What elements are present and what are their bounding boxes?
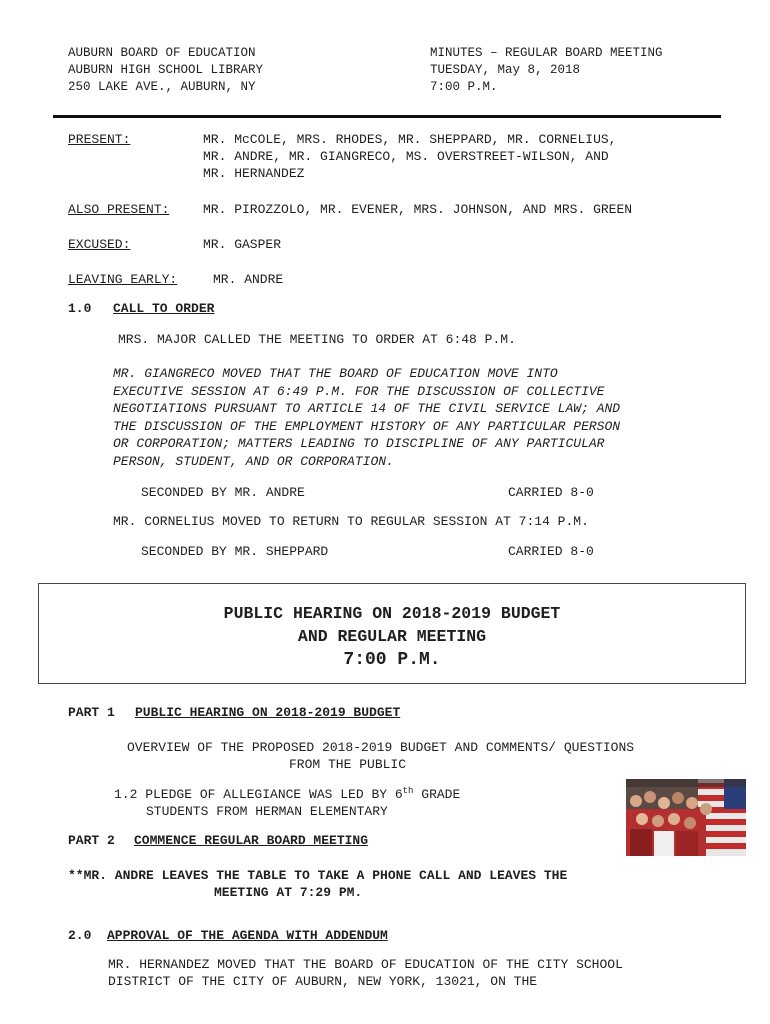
andre-note-line-2: MEETING AT 7:29 PM.: [214, 885, 363, 900]
pledge-ordinal-suffix: th: [402, 786, 414, 796]
public-hearing-box: [38, 583, 746, 684]
header-left-line-3: 250 LAKE AVE., AUBURN, NY: [68, 80, 256, 94]
section-1-number: 1.0: [68, 301, 92, 316]
overview-line-2: FROM THE PUBLIC: [289, 757, 407, 772]
header-divider: [53, 115, 721, 118]
section-2-number: 2.0: [68, 928, 92, 943]
leaving-early-label: LEAVING EARLY:: [68, 272, 178, 287]
agenda-motion-line-2: DISTRICT OF THE CITY OF AUBURN, NEW YORK, 13021, ON THE: [108, 974, 538, 989]
box-line-2: AND REGULAR MEETING: [297, 627, 487, 646]
header-left-line-1: AUBURN BOARD OF EDUCATION: [68, 46, 256, 60]
exec-motion-line-1: MR. GIANGRECO MOVED THAT THE BOARD OF EDUCATION MOVE INTO: [113, 366, 558, 381]
exec-motion-line-5: OR CORPORATION; MATTERS LEADING TO DISCIPLINE OF ANY PARTICULAR: [113, 436, 605, 451]
header-right-line-1: MINUTES – REGULAR BOARD MEETING: [430, 46, 663, 60]
excused-label: EXCUSED:: [68, 237, 131, 252]
box-line-3: 7:00 P.M.: [343, 650, 441, 670]
pledge-text: 1.2 PLEDGE OF ALLEGIANCE WAS LED BY 6: [114, 787, 403, 802]
present-label: PRESENT:: [68, 132, 131, 147]
part-2-label: PART 2: [68, 833, 115, 848]
pledge-grade: GRADE: [413, 787, 461, 802]
agenda-motion-line-1: MR. HERNANDEZ MOVED THAT THE BOARD OF EDUCATION OF THE CITY SCHOOL: [108, 957, 623, 972]
section-2-title: APPROVAL OF THE AGENDA WITH ADDENDUM: [107, 928, 388, 943]
call-to-order-text: MRS. MAJOR CALLED THE MEETING TO ORDER AT 6:48 P.M.: [118, 332, 516, 347]
header-right-line-3: 7:00 P.M.: [430, 80, 498, 94]
seconded-sheppard: SECONDED BY MR. SHEPPARD: [141, 544, 329, 559]
present-line-1: MR. McCOLE, MRS. RHODES, MR. SHEPPARD, MR. CORNELIUS,: [203, 132, 617, 147]
pledge-photo: [626, 779, 746, 856]
part-1-label: PART 1: [68, 705, 115, 720]
section-1-title: CALL TO ORDER: [113, 301, 215, 316]
pledge-line-2: STUDENTS FROM HERMAN ELEMENTARY: [146, 804, 388, 819]
excused-names: MR. GASPER: [203, 237, 282, 252]
box-line-1: PUBLIC HEARING ON 2018-2019 BUDGET: [223, 604, 561, 623]
exec-motion-line-2: EXECUTIVE SESSION AT 6:49 P.M. FOR THE DISCUSSION OF COLLECTIVE: [113, 384, 605, 399]
present-line-3: MR. HERNANDEZ: [203, 166, 305, 181]
header-right-line-2: TUESDAY, May 8, 2018: [430, 63, 581, 77]
seconded-andre: SECONDED BY MR. ANDRE: [141, 485, 305, 500]
return-motion: MR. CORNELIUS MOVED TO RETURN TO REGULAR SESSION AT 7:14 P.M.: [113, 514, 589, 529]
carried-2: CARRIED 8-0: [508, 544, 594, 559]
exec-motion-line-6: PERSON, STUDENT, AND OR CORPORATION.: [113, 454, 394, 469]
andre-note-line-1: **MR. ANDRE LEAVES THE TABLE TO TAKE A PHONE CALL AND LEAVES THE: [68, 868, 568, 883]
exec-motion-line-4: THE DISCUSSION OF THE EMPLOYMENT HISTORY OF ANY PARTICULAR PERSON: [113, 419, 621, 434]
header-left-line-2: AUBURN HIGH SCHOOL LIBRARY: [68, 63, 264, 77]
leaving-early-names: MR. ANDRE: [213, 272, 284, 287]
also-present-names: MR. PIROZZOLO, MR. EVENER, MRS. JOHNSON, AND MRS. GREEN: [203, 202, 633, 217]
overview-line-1: OVERVIEW OF THE PROPOSED 2018-2019 BUDGET AND COMMENTS/ QUESTIONS: [127, 740, 635, 755]
part-2-title: COMMENCE REGULAR BOARD MEETING: [134, 833, 369, 848]
exec-motion-line-3: NEGOTIATIONS PURSUANT TO ARTICLE 14 OF THE CIVIL SERVICE LAW; AND: [113, 401, 621, 416]
part-1-title: PUBLIC HEARING ON 2018-2019 BUDGET: [135, 705, 401, 720]
pledge-line-1: [114, 786, 460, 803]
carried-1: CARRIED 8-0: [508, 485, 594, 500]
present-line-2: MR. ANDRE, MR. GIANGRECO, MS. OVERSTREET-WILSON, AND: [203, 149, 609, 164]
also-present-label: ALSO PRESENT:: [68, 202, 170, 217]
